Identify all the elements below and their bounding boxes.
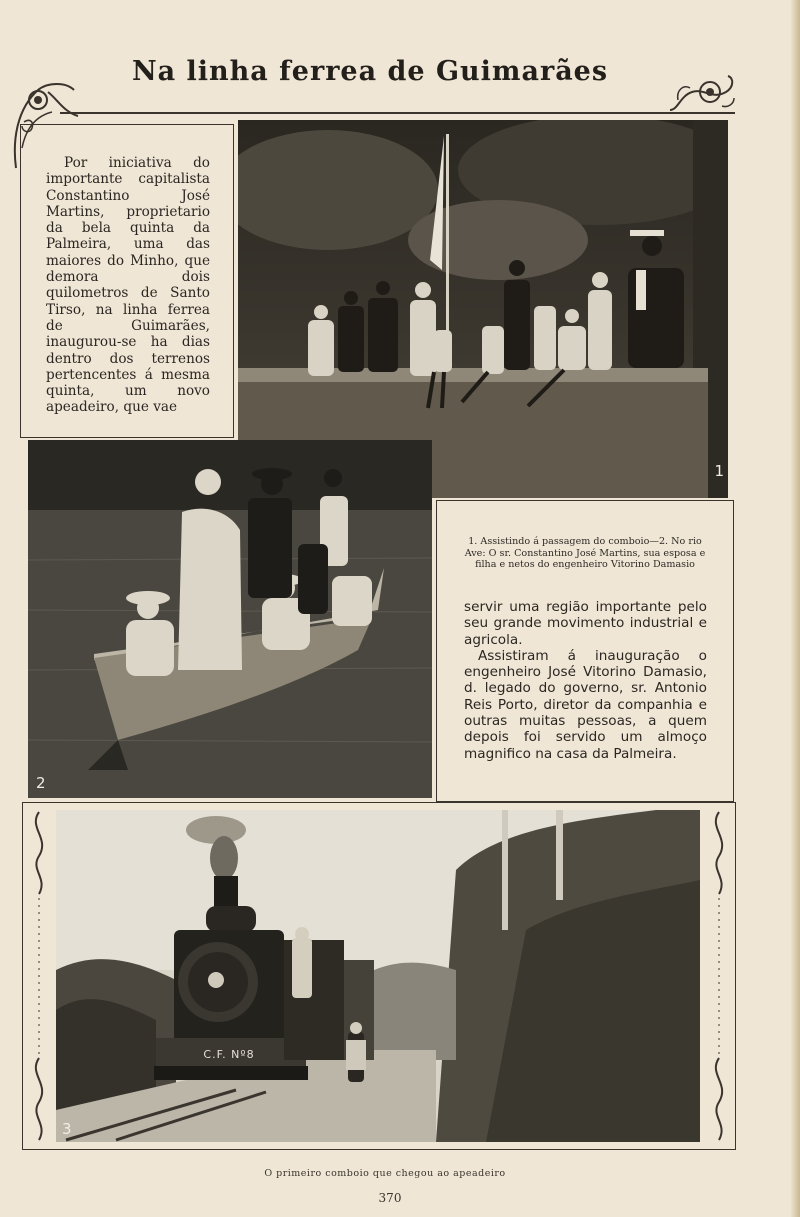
continuation-paragraph: Assistiram á inauguração o engenheiro José Vitorino Damasio, d. legado do governo, sr. Antonio Reis Porto, diretor da companhia e outras muitas pessoas, a quem depois foi servido um almoço magnifico na casa da Palmeira. [464, 647, 707, 762]
page-number: 370 [378, 1191, 402, 1205]
train-number-plate: C.F. Nº8 [203, 1048, 255, 1061]
photo-number: 3 [62, 1120, 72, 1138]
page-title: Na linha ferrea de Guimarães [131, 56, 609, 87]
intro-column [46, 155, 210, 416]
steam-train-photo [56, 810, 700, 1142]
title-rule [60, 112, 735, 114]
photo-number: 2 [36, 774, 46, 792]
intro-paragraph: Por iniciativa do importante capitalista Constantino José Martins, proprietario da bela quinta da Palmeira, uma das maiores do Minho, que demora dois quilometros de Santo Tirso, na linha ferrea de Guimarães, inaugurou-se ha dias dentro dos terrenos pertencentes á mesma quinta, um novo apeadeiro, que vae [46, 155, 210, 416]
border-ornament-icon [26, 808, 52, 1144]
continuation-paragraph: servir uma região importante pelo seu grande movimento industrial e agricola. [464, 599, 707, 648]
photo-caption: 1. Assistindo á passagem do comboio—2. No rio Ave: O sr. Constantino José Martins, sua esposa e filha e netos do engenheiro Vitorino Damasio [464, 536, 706, 570]
photo-number: 1 [714, 462, 724, 480]
boat-on-river-photo [28, 440, 432, 798]
continuation-column [464, 599, 707, 762]
bottom-caption: O primeiro comboio que chegou ao apeadeiro [264, 1168, 506, 1179]
corner-ornament-icon [668, 70, 738, 116]
border-ornament-icon [706, 808, 732, 1144]
page-edge [790, 0, 800, 1217]
